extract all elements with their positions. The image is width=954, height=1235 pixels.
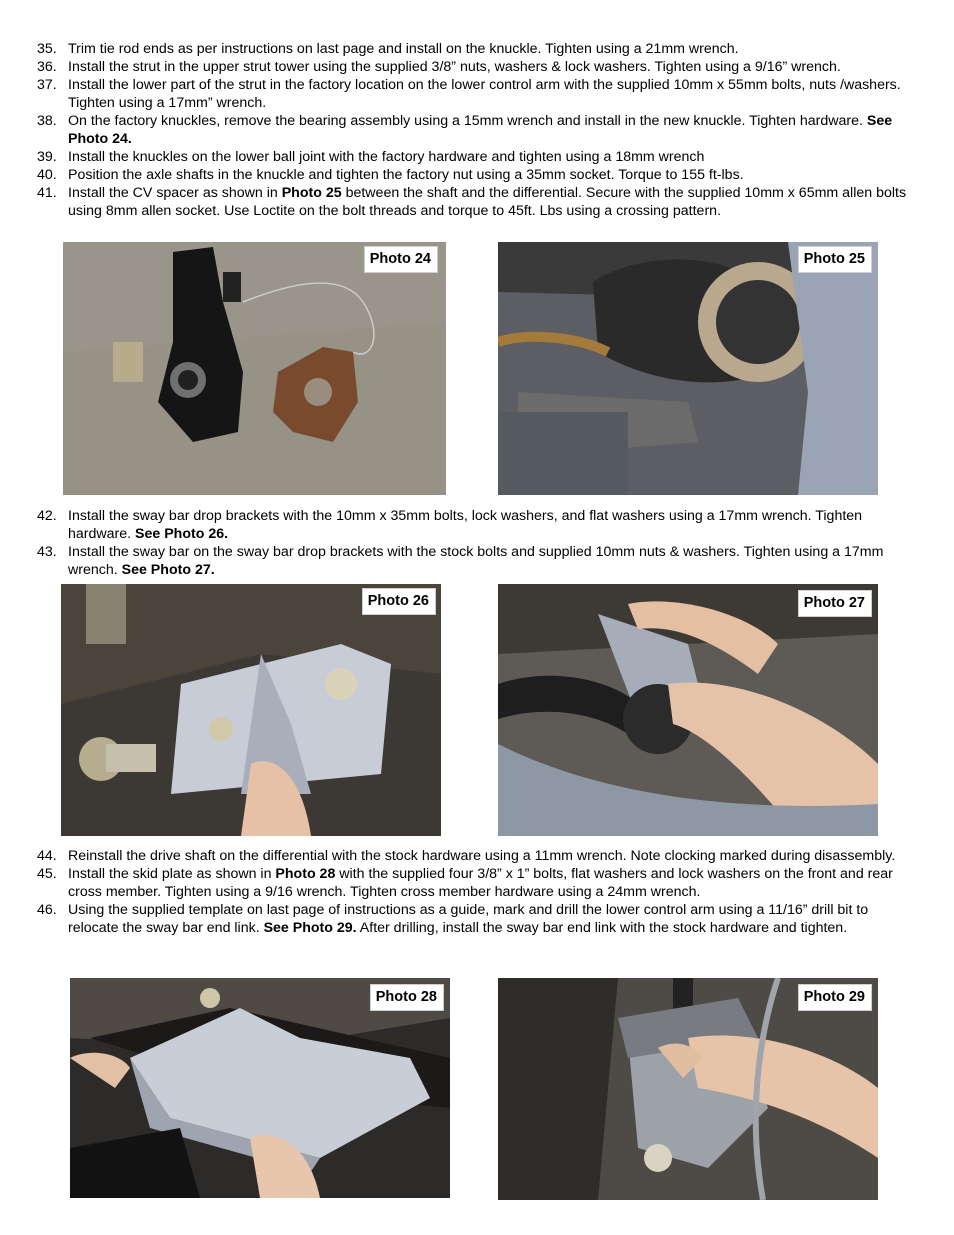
step-text: On the factory knuckles, remove the bearing assembly using a 15mm wrench and install in the new knuckle. Tighten hardware. [68, 113, 867, 129]
step-45 [37, 865, 917, 901]
step-38 [37, 112, 917, 148]
step-36 [37, 58, 917, 76]
steps-group-35-41 [37, 40, 917, 220]
step-number: 43. [37, 544, 57, 560]
photo-reference: See Photo 29. [263, 920, 357, 936]
steps-group-42-43 [37, 507, 917, 579]
step-text: Using the supplied template on last page of instructions as a guide, mark and drill the lower control arm using a 11/16” drill bit to relocate the sway bar end link. [68, 902, 869, 936]
photo-24-label: Photo 24 [364, 246, 438, 273]
step-37 [37, 76, 917, 112]
step-text: Install the sway bar on the sway bar drop brackets with the stock bolts and supplied 10mm nuts & washers. Tighten using a 17mm wrench. [68, 544, 884, 578]
step-text: After drilling, install the sway bar end link with the stock hardware and tighten. [356, 920, 848, 936]
step-text: Install the sway bar drop brackets with the 10mm x 35mm bolts, lock washers, and flat washers using a 17mm wrench. Tighten hardware. [68, 508, 863, 542]
photo-26-drop-brackets [61, 584, 441, 836]
step-text: Position the axle shafts in the knuckle and tighten the factory nut using a 35mm socket. Torque to 155 ft-lbs. [68, 167, 744, 183]
step-number: 41. [37, 185, 57, 201]
step-number: 44. [37, 848, 57, 864]
step-text: Install the strut in the upper strut tower using the supplied 3/8” nuts, washers & lock washers. Tighten using a 9/16” wrench. [68, 59, 841, 75]
step-text: with the supplied four 3/8” x 1” bolts, flat washers and lock washers on the front and rear cross member. Tighten using a 9/16 wrench. Tighten cross member hardware using a 24mm wrench. [68, 866, 893, 900]
photo-reference: Photo 28 [275, 866, 336, 882]
sway-bar-image [498, 584, 878, 836]
step-number: 35. [37, 41, 57, 57]
photo-reference: Photo 25 [281, 185, 342, 201]
photo-reference: See Photo 24. [68, 113, 893, 147]
step-46 [37, 901, 917, 937]
step-text: Install the lower part of the strut in the factory location on the lower control arm with the supplied 10mm x 55mm bolts, nuts /washers. Tighten using a 17mm” wrench. [68, 77, 901, 111]
photo-reference: See Photo 27. [121, 562, 215, 578]
step-number: 46. [37, 902, 57, 918]
photo-28-label: Photo 28 [370, 984, 444, 1011]
photo-28-skid-plate [70, 978, 450, 1198]
step-number: 39. [37, 149, 57, 165]
steps-group-44-46 [37, 847, 917, 937]
step-text: Install the knuckles on the lower ball joint with the factory hardware and tighten using a 18mm wrench [68, 149, 705, 165]
step-text: Install the skid plate as shown in [68, 866, 276, 882]
photo-27-sway-bar [498, 584, 878, 836]
step-text: Trim tie rod ends as per instructions on last page and install on the knuckle. Tighten using a 21mm wrench. [68, 41, 739, 57]
step-number: 36. [37, 59, 57, 75]
photo-27-label: Photo 27 [798, 590, 872, 617]
photo-29-label: Photo 29 [798, 984, 872, 1011]
knuckles-image [63, 242, 446, 495]
step-44 [37, 847, 917, 865]
photo-25-cv-spacer [498, 242, 878, 495]
step-39 [37, 148, 917, 166]
step-number: 45. [37, 866, 57, 882]
step-number: 42. [37, 508, 57, 524]
step-text: between the shaft and the differential. Secure with the supplied 10mm x 65mm allen bolts using 8mm allen socket. Use Loctite on the bolt threads and torque to 45ft. Lbs using a crossing pattern. [68, 185, 907, 219]
photo-25-label: Photo 25 [798, 246, 872, 273]
step-35 [37, 40, 917, 58]
step-text: Install the CV spacer as shown in [68, 185, 282, 201]
step-number: 37. [37, 77, 57, 93]
step-43 [37, 543, 917, 579]
photo-reference: See Photo 26. [135, 526, 229, 542]
photo-26-label: Photo 26 [362, 588, 436, 615]
drop-brackets-image [61, 584, 441, 836]
step-40 [37, 166, 917, 184]
step-42 [37, 507, 917, 543]
step-41 [37, 184, 917, 220]
photo-29-end-link [498, 978, 878, 1200]
end-link-image [498, 978, 878, 1200]
step-number: 38. [37, 113, 57, 129]
skid-plate-image [70, 978, 450, 1198]
step-number: 40. [37, 167, 57, 183]
photo-24-knuckles [63, 242, 446, 495]
cv-spacer-image [498, 242, 878, 495]
step-text: Reinstall the drive shaft on the differential with the stock hardware using a 11mm wrench. Note clocking marked during disassembly. [68, 848, 896, 864]
